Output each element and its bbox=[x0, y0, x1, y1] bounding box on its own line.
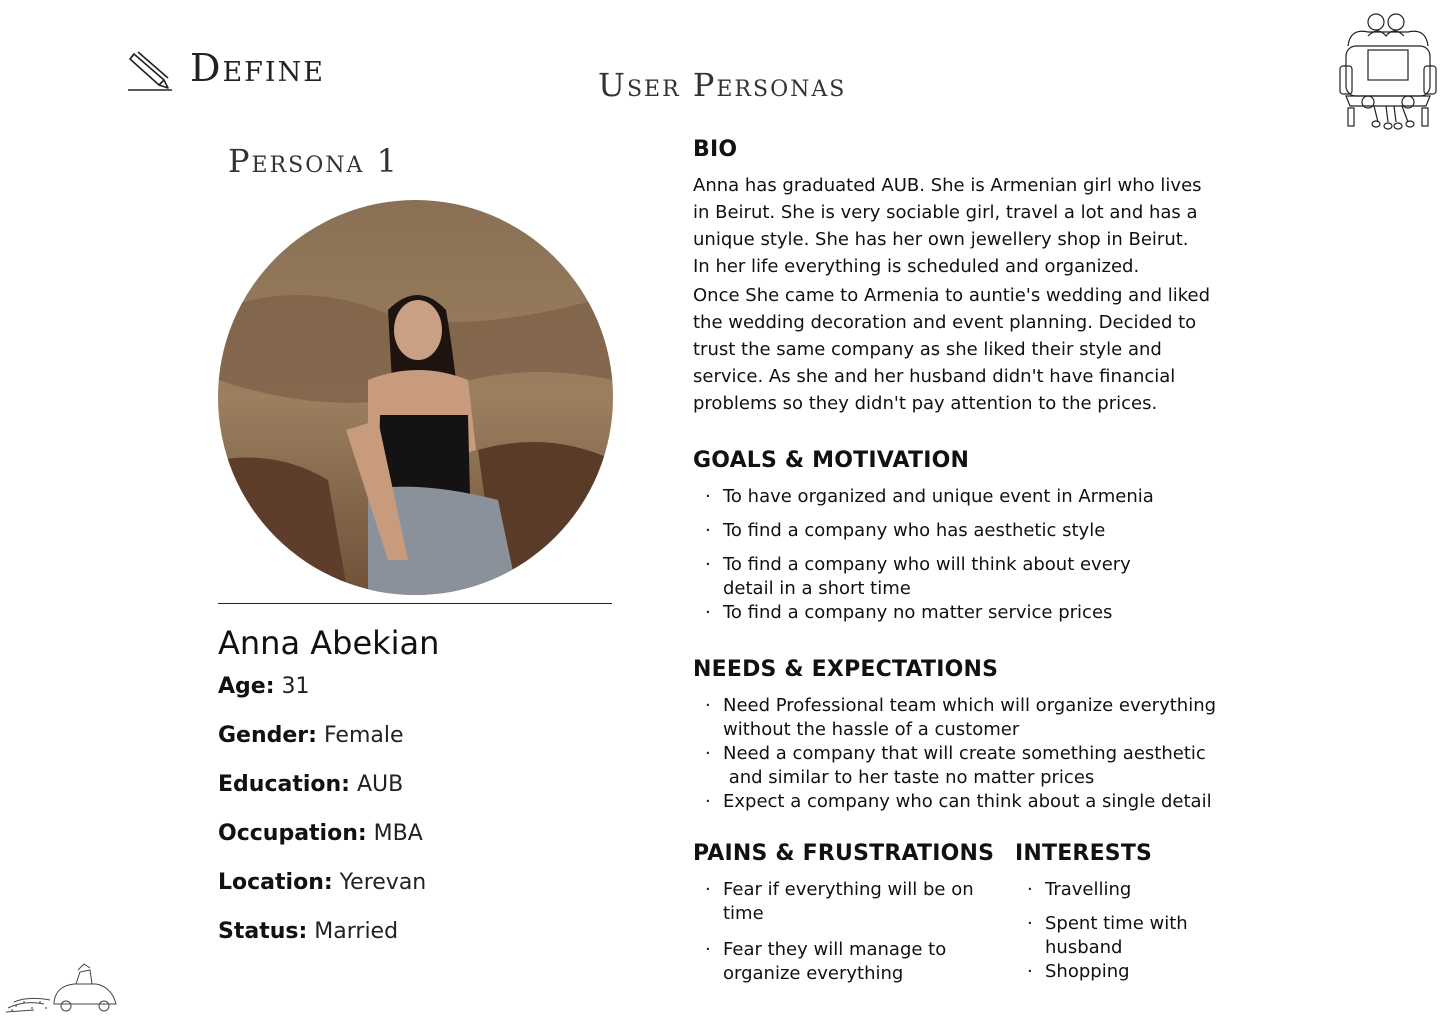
list-item: · Need a company that will create something aesthetic and similar to her taste no matter prices bbox=[693, 742, 1253, 790]
attribute-gender: Gender: Female bbox=[218, 723, 404, 748]
interests-heading: INTERESTS bbox=[1015, 841, 1153, 866]
list-item: · To have organized and unique event in Armenia bbox=[693, 485, 1233, 509]
list-item: · To find a company no matter service prices bbox=[693, 601, 1233, 625]
list-item: · Need Professional team which will organize everything without the hassle of a customer bbox=[693, 694, 1253, 742]
divider bbox=[218, 603, 612, 604]
goals-heading: GOALS & MOTIVATION bbox=[693, 448, 970, 473]
wedding-couple-car-illustration bbox=[1338, 6, 1438, 134]
list-item: · Fear if everything will be on time bbox=[693, 878, 993, 926]
persona-name: Anna Abekian bbox=[218, 624, 440, 662]
pains-list bbox=[693, 878, 993, 986]
needs-heading: NEEDS & EXPECTATIONS bbox=[693, 657, 999, 682]
attribute-location: Location: Yerevan bbox=[218, 870, 427, 895]
wedding-car-illustration bbox=[4, 962, 120, 1014]
persona-label: Persona 1 bbox=[228, 142, 399, 180]
bio-paragraph-2: Once She came to Armenia to auntie's wedding and liked the wedding decoration and event planning. Decided to trust the same company as she liked their style and service. As she and her husband didn't have financial problems so they didn't pay attention to the prices. bbox=[693, 285, 1211, 414]
attribute-education: Education: AUB bbox=[218, 772, 404, 797]
persona-photo bbox=[218, 200, 613, 595]
list-item: · Travelling bbox=[1015, 878, 1255, 902]
pains-heading: PAINS & FRUSTRATIONS bbox=[693, 841, 995, 866]
attribute-age: Age: 31 bbox=[218, 674, 310, 699]
list-item: · Shopping bbox=[1015, 960, 1255, 984]
section-label: Define bbox=[190, 46, 325, 90]
bio-heading: BIO bbox=[693, 137, 738, 162]
list-item: · Spent time with husband bbox=[1015, 912, 1255, 960]
attribute-status: Status: Married bbox=[218, 919, 399, 944]
needs-list bbox=[693, 694, 1253, 814]
list-item: · To find a company who has aesthetic style bbox=[693, 519, 1233, 543]
list-item: · To find a company who will think about every detail in a short time bbox=[693, 553, 1233, 601]
page-title: User Personas bbox=[598, 66, 847, 104]
bio-paragraph-1: Anna has graduated AUB. She is Armenian girl who lives in Beirut. She is very sociable girl, travel a lot and has a unique style. She has her own jewellery shop in Beirut. In her life everything is scheduled and organized. bbox=[693, 175, 1202, 277]
interests-list bbox=[1015, 878, 1255, 984]
attribute-occupation: Occupation: MBA bbox=[218, 821, 423, 846]
list-item: · Fear they will manage to organize everything bbox=[693, 938, 993, 986]
pencil-icon bbox=[128, 48, 172, 92]
goals-list bbox=[693, 485, 1233, 625]
list-item: · Expect a company who can think about a single detail bbox=[693, 790, 1253, 814]
